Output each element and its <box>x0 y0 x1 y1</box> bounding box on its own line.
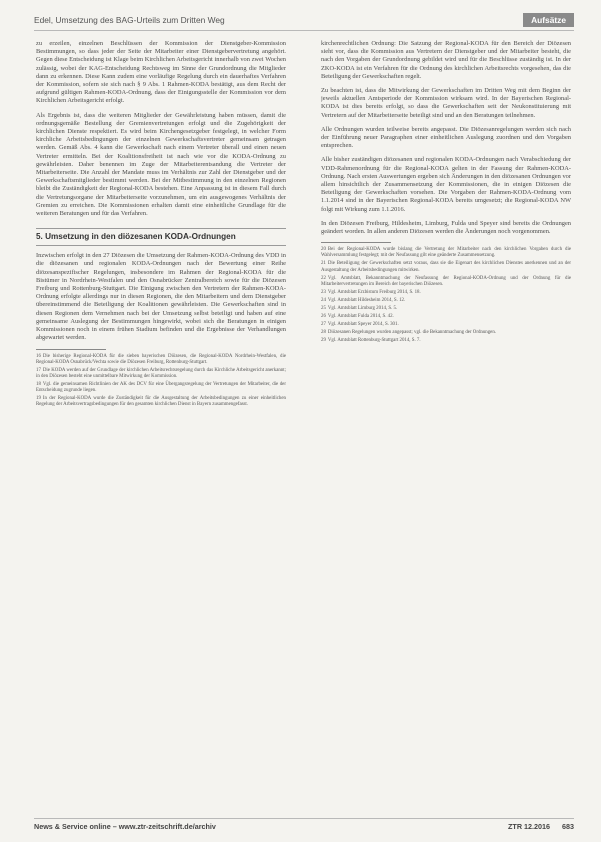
page-footer <box>34 818 574 834</box>
paragraph: In den Diözesen Freiburg, Hildesheim, Limburg, Fulda und Speyer sind bereits die Ordnungen geändert worden. In allen anderen Diözesen werden die Änderungen noch vorgenommen. <box>321 219 571 236</box>
paragraph: Inzwischen erfolgt in den 27 Diözesen die Umsetzung der Rahmen-KODA-Ordnung des VDD in die diözesanen und regionalen KODA-Ordnungen nach der Bewertung einer Reihe diözesanspezifischer Regelungen, insbesondere im Rahmen der Regional-KODA für die Bistümer in Nordrhein-Westfalen und den Osnabrücker Zentralbereich sowie für die Diözesen Freiburg und Rottenburg-Stuttgart. Die Einigung zwischen den Vertretern der Rahmen-KODA-Ordnung erfolgte allerdings nur in diesen Regionen, die den Mitarbeitern und dem Dienstgeber übereinstimmend die Beteiligung der Koalitionen gewährleisten. Die Gewerkschaften sind in diesen Regionen dem Vernehmen nach bei der Umsetzung selbst beteiligt und haben auf eine gemeinsame Auslegung der Bestimmungen hingewirkt, wobei sich die Beratungen in einigen Kommissionen noch in einem frühen Stadium befinden und die Ergebnisse der Verhandlungen abgewartet werden. <box>36 252 286 342</box>
footnote-divider <box>36 349 106 350</box>
paragraph: zu erzeilen, einzelnen Beschlüssen der Kommission der Dienstgeber-Kommission Bestimmungen, so dass jeder der Seite der Mitarbeiter einer Dienstgebervertretung angehört. Gegen diese Entscheidung ist Klage beim Kirchlichen Arbeitsgericht innerhalb von zwei Wochen zulässig, wobei der KAG-Entscheidung Rechtsweg im Sinne der Grundordnung die Mitglieder dann zu erkennen. Diese Kann zudem eine vorläufige Regelung durch ein dauerhaftes Verfahren der Kommission, sofern sie sich nach § 9 Abs. 1 Rahmen-KODA bestätigt, aus dem Recht der aufgrund gültigen Rahmen-KODA-Ordnung, dass der Einigungsstelle der Kommission vor dem Kirchlichen Arbeitsgericht erfolgt. <box>36 40 286 105</box>
footnote: 19 In der Regional-KODA wurde die Zuständigkeit für die Ausgestaltung der Arbeitsbedingungen zu einer einheitlichen Regelung der Arbeitsvertragsbedingungen für den gesamten kirchlichen Dienst in Bayern zusammengefasst. <box>36 396 286 408</box>
footnote: 18 Vgl. die gemeinsamen Richtlinien der AK des DCV für eine Übergangsregelung der Vertretungen der Mitarbeiter, die der Entscheidung zugrunde liegen. <box>36 381 286 393</box>
footnote: 20 Bei der Regional-KODA wurde bislang die Vertretung der Mitarbeiter nach den kirchlichen Vorgaben durch die Wahlversammlung festgelegt; mit der Neufassung gilt eine geänderte Zusammensetzung. <box>321 247 571 259</box>
section-label: Aufsätze <box>523 13 574 27</box>
footer-site-link[interactable]: News & Service online – www.ztr-zeitschrift.de/archiv <box>34 822 216 831</box>
footer-issue: ZTR 12.2016 <box>508 822 550 831</box>
section-heading: 5. Umsetzung in den diözesanen KODA-Ordnungen <box>36 228 286 246</box>
footnote: 23 Vgl. Amtsblatt Erzbistum Freiburg 2014, S. 18. <box>321 289 421 295</box>
footnote: 27 Vgl. Amtsblatt Speyer 2014, S. 301. <box>321 322 399 328</box>
footnote: 17 Die KODA werden auf der Grundlage der kirchlichen Arbeitsrechtsregelung durch das Kirchliche Arbeitsgericht anerkannt; in den Diözesen besteht eine unmittelbare Mitwirkung der Kommission. <box>36 367 286 379</box>
footnote-divider <box>321 242 391 243</box>
footnote: 22 Vgl. Amtsblatt, Bekanntmachung der Neufassung der Regional-KODA-Ordnung und der Ordnung für die Mitarbeitervertretungen im Bereich der bayerischen Diözesen. <box>321 275 571 287</box>
page-number: 683 <box>562 822 574 831</box>
paragraph: kirchenrechtlichen Ordnung: Die Satzung der Regional-KODA für den Bereich der Diözesen sieht vor, dass die Kommission aus Vertretern der Dienstgeber und der Mitarbeiter besteht, die nach den Vorgaben der Grundordnung gebildet wird und für die Beschlüsse zuständig ist. In der ZKO-KODA ist ein Verfahren für die Ordnung des kirchlichen Arbeitsrechts vorgesehen, das die Beteiligung der Gewerkschaften regelt. <box>321 40 571 80</box>
page-header <box>34 14 574 31</box>
footnote: 26 Vgl. Amtsblatt Fulda 2014, S. 42. <box>321 314 394 320</box>
footnote: 24 Vgl. Amtsblatt Hildesheim 2014, S. 12. <box>321 297 406 303</box>
footnote: 28 Diözesanen Regelungen wurden angepasst; vgl. die Bekanntmachung der Ordnungen. <box>321 330 497 336</box>
footnote: 29 Vgl. Amtsblatt Rottenburg-Stuttgart 2014, S. 7. <box>321 338 421 344</box>
running-title: Edel, Umsetzung des BAG-Urteils zum Dritten Weg <box>34 15 225 25</box>
footnote: 21 Die Beteiligung der Gewerkschaften setzt voraus, dass sie die Eigenart des kirchlichen Dienstes anerkennen und an der Ausgestaltung der Arbeitsbedingungen mitwirken. <box>321 261 571 273</box>
left-column <box>36 40 286 810</box>
paragraph: Alle Ordnungen wurden teilweise bereits angepasst. Die Diözesanregelungen werden sich nach der Einführung neuer Paragraphen einer einheitlichen Auslegung zuordnen und den Vorgaben entsprechen. <box>321 125 571 150</box>
paragraph: Alle bisher zuständigen diözesanen und regionalen KODA-Ordnungen nach Verabschiedung der VDD-Rahmenordnung für die Regional-KODA gelten in der Fassung der Rahmen-KODA-Ordnung. Nach ersten Auswertungen ergeben sich Änderungen in den diözesanen Ordnungen vor allem hinsichtlich der Zusammensetzung der Kommissionen, die in einigen Diözesen die Beteiligung der Gewerkschaften vorsehen. Die Vorgaben der Rahmen-KODA-Ordnung vom 1.1.2014 sind in der Bayerischen Regional-KODA bereits umgesetzt; die Regional-KODA NW folgt mit Wirkung zum 1.1.2016. <box>321 156 571 213</box>
footnote: 25 Vgl. Amtsblatt Limburg 2014, S. 5. <box>321 306 398 312</box>
paragraph: Als Ergebnis ist, dass die weiteren Mitglieder der Gewährleistung haben müssen, damit die ordnungsgemäße Bestellung der Gremienvertretungen erfolgt und die Zugehörigkeit der kirchlichen Dienste respektiert. Es wird beim Kirchengesetzgeber festgelegt, in welcher Form kirchliche Arbeitsbedingungen der einzelnen Gewerkschaftsvertreter gemeinsam getragen werden. Gemäß Abs. 4 kann die Gewerkschaft nach einem Vertreter überall und einen neuen Vertreter ermitteln. Bei der Koalitionsfreiheit ist nach wie vor die KODA-Ordnung zu gewährleisten. Daher benennen im Zuge der Mitarbeiterentsandung die Vertreter der Mitarbeiterseite. Die Anzahl der Mandate muss im Verhältnis zur Zahl der Dienstgeber und der Gewerkschaftsmitglieder bestimmt werden. Bei der Mitbestimmung in den einzelnen Regionen bleibt die Zuständigkeit der Regional-KODA bestehen. Eine Anpassung ist in diesem Fall durch die Vertretungsorgane der Mitarbeiterseite vorzunehmen, um ein ausgewogenes Verhältnis der Gremien zu erreichen. Die Kommissionen erhalten damit eine einheitliche Grundlage für die weiteren Beratungen und für das Verfahren. <box>36 111 286 218</box>
footnote: 16 Die bisherige Regional-KODA für die sieben bayerischen Diözesen, die Regional-KODA Nordrhein-Westfalen, die Regional-KODA Osnabrück/Vechta sowie die Diözesen Freiburg, Rottenburg-Stuttgart. <box>36 353 286 365</box>
paragraph: Zu beachten ist, dass die Mitwirkung der Gewerkschaften im Dritten Weg mit dem Beginn der jeweils aktuellen Amtsperiode der Kommission wirksam wird. In der Bayerischen Regional-KODA ist dies bereits erfolgt, so dass die Gewerkschaften seit der Neukonstituierung mit Vertretern auf der Mitarbeiterseite beteiligt sind und an den Beratungen teilnehmen. <box>321 87 571 119</box>
right-column <box>321 40 571 810</box>
